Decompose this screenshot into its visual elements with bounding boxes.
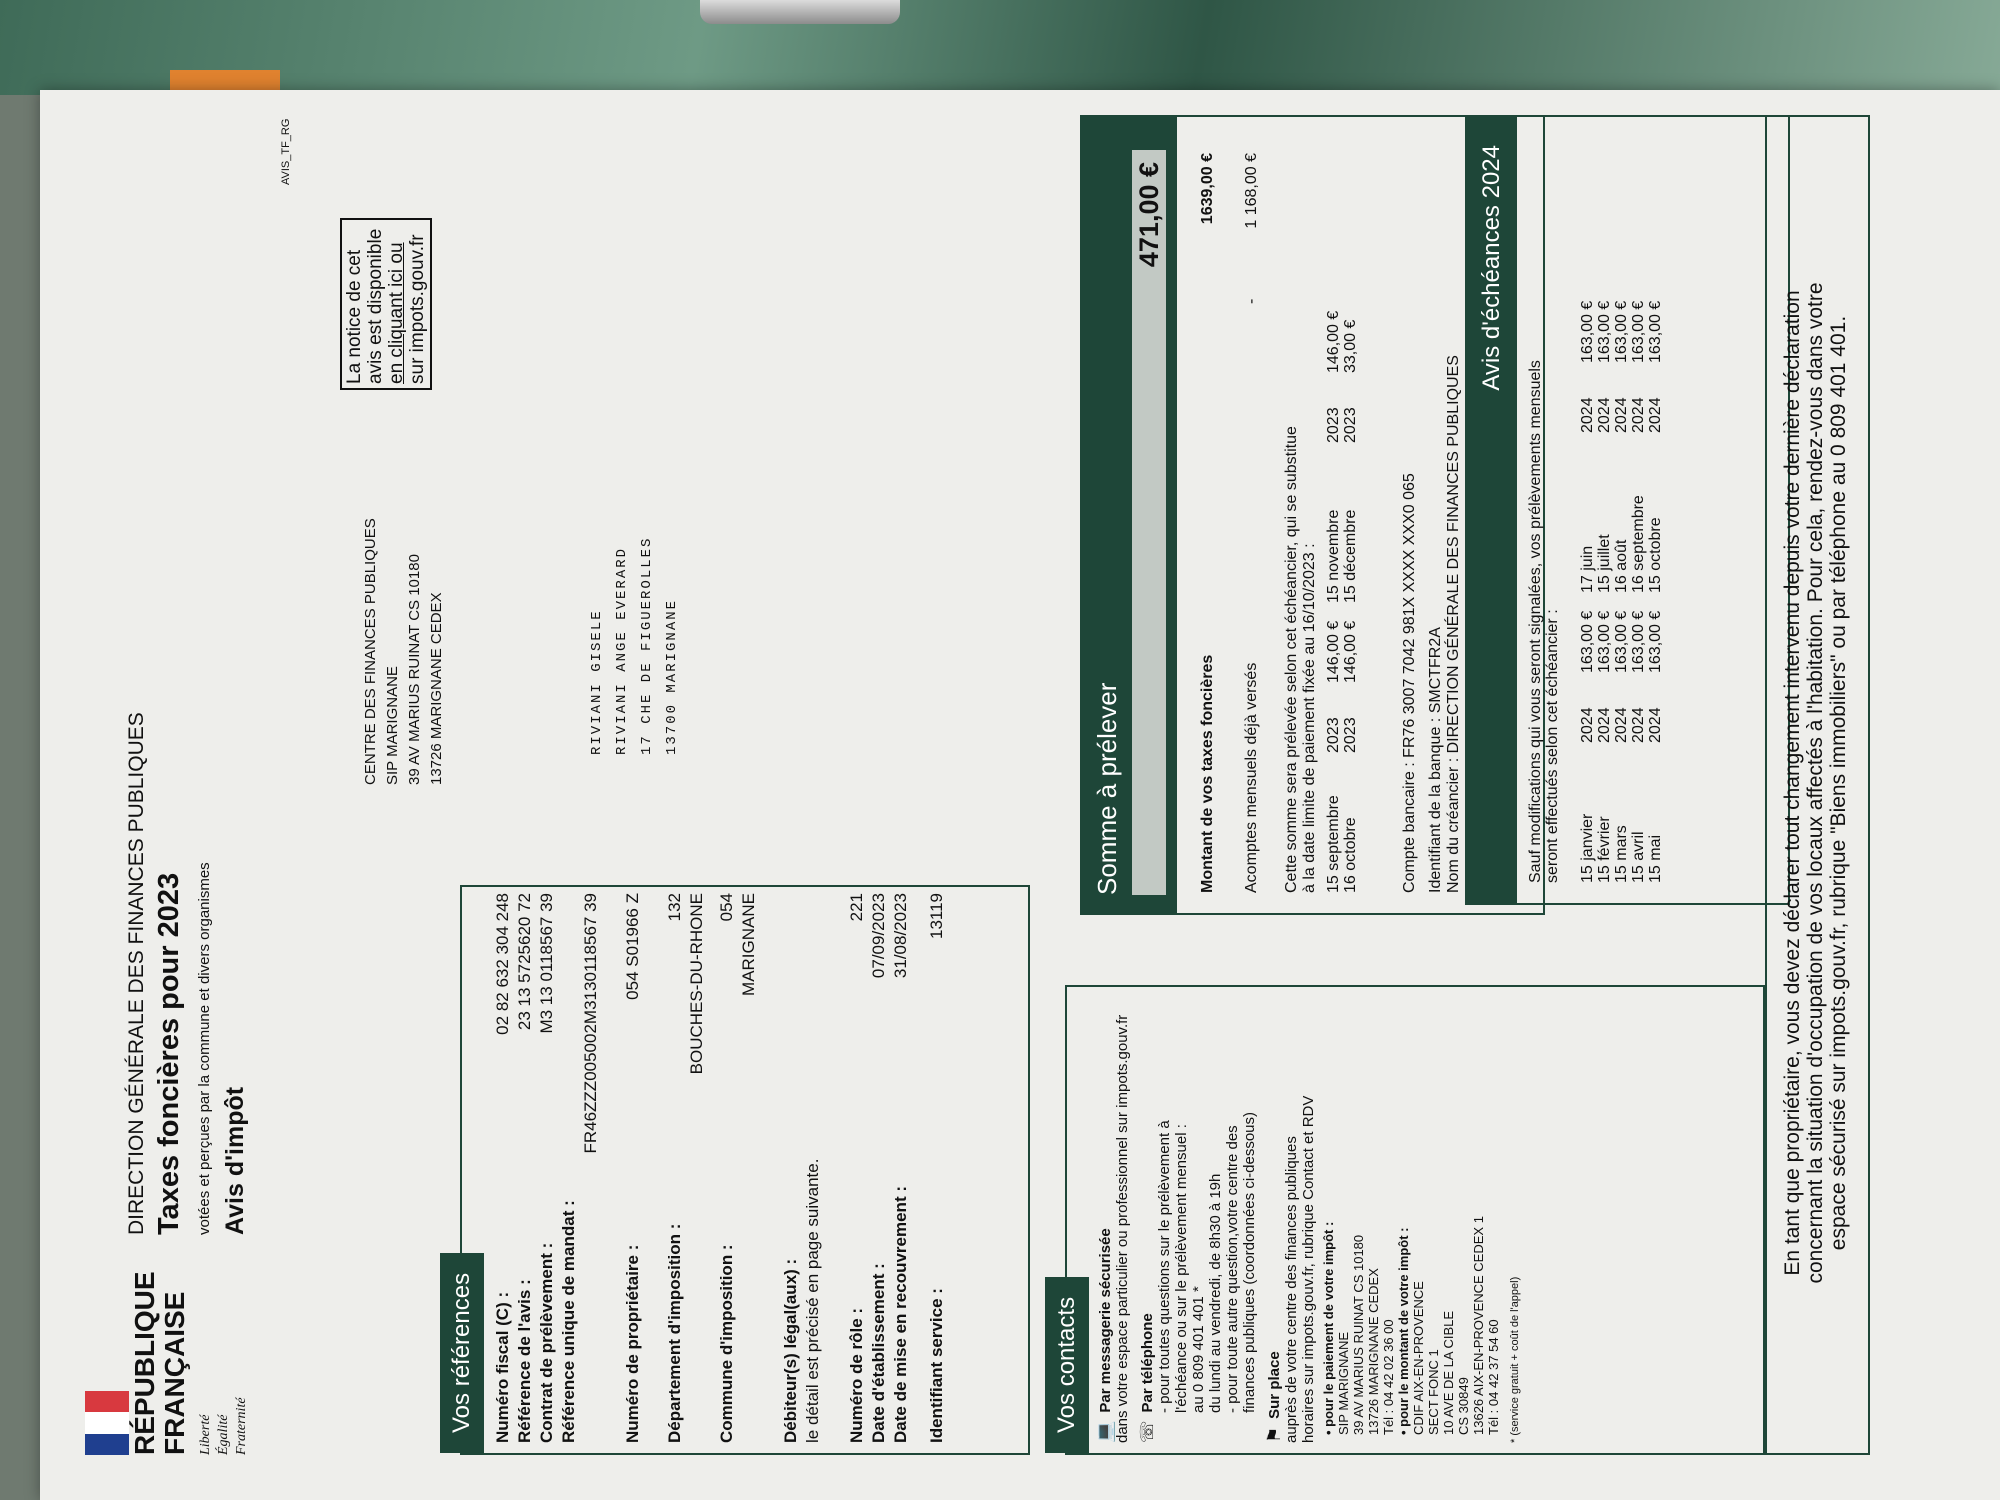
rf-line1: RÉPUBLIQUE xyxy=(129,1271,160,1455)
computer-icon: 💻 xyxy=(1095,1420,1115,1443)
surplace-title: Sur place xyxy=(1266,1351,1283,1419)
echeances-title: Avis d'échéances 2024 xyxy=(1467,117,1517,903)
motto-3: Fraternité xyxy=(234,1397,249,1455)
somme-header xyxy=(1080,115,1175,915)
tax-notice-page xyxy=(45,90,1885,1475)
motto-2: Égalité xyxy=(216,1414,231,1455)
montant-label: Montant de vos taxes foncières xyxy=(1199,654,1216,893)
document-subtitle: votées et perçues par la commune et divers organismes xyxy=(196,862,213,1235)
echeances-panel: Avis d'échéances 2024 Sauf modifications qui vous seront signalées, vos prélèvements mensuels seront effectués selon cet échéancier : 15 janvier 2024 163,00 € 17 juin 2024 163,00 € 15 février 2024 163,00 € 15 juillet 2024 163,00 € 15 mars 2024 163,00 € 16 août 2024 163,00 € 15 avril 2024 163,00 € 16 septembre 2024 163,00 € 15 mai 2024 163,00 € 15 octobre 2024 163,00 € xyxy=(1465,115,1790,905)
somme-amount: 471,00 € xyxy=(1132,150,1166,895)
avis-title: Avis d'impôt xyxy=(221,1086,249,1235)
flag-icon xyxy=(85,1391,129,1455)
telephone-title: Par téléphone xyxy=(1139,1313,1156,1413)
footnote: * (service gratuit + coût de l'appel) xyxy=(1509,1276,1521,1443)
phone-icon: ☏ xyxy=(1137,1420,1157,1443)
contacts-title: Vos contacts xyxy=(1045,1277,1089,1453)
notice-link[interactable]: en cliquant ici ou xyxy=(386,242,407,384)
references-title: Vos références xyxy=(440,1253,484,1453)
background-plant xyxy=(0,0,2000,95)
somme-schedule: 15 septembre 2023 146,00 € 15 novembre 2023 146,00 € 16 octobre 2023 146,00 € 15 décembre 2023 33,00 € xyxy=(1325,310,1359,893)
bank-details: Compte bancaire : FR76 3007 7042 981X XXXX XXX0 065 Identifiant de la banque : SMCTFR2A Nom du créancier : DIRECTION GÉNÉRALE DES FINANCES PUBLIQUES xyxy=(1401,355,1462,893)
references-list: Numéro fiscal (C) : 02 82 632 304 248 Référence de l'avis : 23 13 5725620 72 Contrat de prélèvement : M3 13 0118567 39 Référence unique de mandat : FR46ZZZ005002M3130118567 39 Numéro de propriétaire : 054 S01966 Z Département d'imposition : 132 BOUCHES-DU-RHONE Commune d'imposition : 054 MARIGNANE Débiteur(s) légal(aux) : le détail est précisé en page suivante. Numéro de rôle : 221 Date d'établissement : 07/09/2023 Date de mise en recouvrement : 31/08/2023 Identifiant service : 13119 xyxy=(493,893,946,1443)
location-icon: ⚑ xyxy=(1264,1426,1284,1443)
telephone-text: - pour toutes questions sur le prélèvement à l'échéance ou sur le prélèvement mensuel : au 0 809 401 401 * du lundi au vendredi, de 8h30 à 19h - pour toute autre question,votre centre des finances publiques (coordonnées ci-dessous) xyxy=(1156,1111,1258,1413)
dgfip-title: DIRECTION GÉNÉRALE DES FINANCES PUBLIQUES xyxy=(125,712,148,1235)
montant-value: 1639,00 € xyxy=(1199,153,1216,225)
references-panel xyxy=(448,885,1030,1455)
recipient-address: RIVIANI GISELE RIVIANI ANGE EVERARD 17 CHE DE FIGUEROLLES 13700 MARIGNANE xyxy=(589,536,680,755)
messagerie-title: Par messagerie sécurisée xyxy=(1097,1228,1114,1413)
rf-line2: FRANÇAISE xyxy=(159,1291,190,1455)
contact-addresses: • pour le paiement de votre impôt : SIP MARIGNANE 39 AV MARIUS RUINAT CS 10180 13726 MARIGNANE CEDEX Tél : 04 42 02 36 00 • pour le montant de votre impôt : CDIF AIX-EN-PROVENCE SECT FONC 1 10 AVE DE LA CIBLE CS 30849 13626 AIX-EN-PROVENCE CEDEX 1 Tél : 04 42 37 54 60 xyxy=(1321,1216,1501,1435)
centre-address: CENTRE DES FINANCES PUBLIQUES SIP MARIGNANE 39 AV MARIUS RUINAT CS 10180 13726 MARIGNANE CEDEX xyxy=(362,518,445,785)
somme-panel: Montant de vos taxes foncières 1639,00 € Acomptes mensuels déjà versés - 1 168,00 € Cette somme sera prélevée selon cet échéancier, qui se substitue à la date limite de paiement fixée au 16/10/2023 : 15 septembre 2023 146,00 € 15 novembre 2023 146,00 € 16 octobre 2023 146,00 € 15 décembre 2023 33,00 € Compte bancaire : FR76 3007 7042 981X XXXX XXX0 065 Identifiant de la banque : SMCTFR2A Nom du créancier : DIRECTION GÉNÉRALE DES FINANCES PUBLIQUES xyxy=(1175,115,1545,915)
form-code: AVIS_TF_RG xyxy=(280,118,292,185)
marianne-logo xyxy=(85,1255,251,1455)
header-block xyxy=(125,712,250,1235)
document-title: Taxes foncières pour 2023 xyxy=(153,872,185,1235)
messagerie-text: dans votre espace particulier ou professionnel sur impots.gouv.fr xyxy=(1114,1014,1131,1443)
notice-box[interactable]: La notice de cet avis est disponible en cliquant ici ou sur impots.gouv.fr xyxy=(340,218,432,390)
bottom-notice: En tant que propriétaire, vous devez déclarer tout changement intervenu depuis votre dernière déclaration concernant la situation d'occupation de vos locaux affectés à l'habitation. Pour cela, rendez-vous dans votre espace sécurisé sur impots.gouv.fr, rubrique "Biens immobiliers" ou par téléphone au 0 809 401 401. xyxy=(1765,115,1870,1455)
contacts-panel: Vos contacts 💻 Par messagerie sécurisée dans votre espace particulier ou professionnel sur impots.gouv.fr ☏ Par téléphone - pour toutes questions sur le prélèvement à l'échéance ou sur le prélèvement mensuel : au 0 809 401 401 * du lundi au vendredi, de 8h30 à 19h - pour toute autre question,votre centre des finances publiques (coordonnées ci-dessous) ⚑ Sur place auprès de votre centre des finances publiques horaires sur impots.gouv.fr, rubrique Contact et RDV • pour le paiement de votre impôt : SIP MARIGNANE 39 AV MARIUS RUINAT CS 10180 13726 MARIGNANE CEDEX Tél : 04 42 02 36 00 • pour le montant de votre impôt : CDIF AIX-EN-PROVENCE SECT FONC 1 10 AVE DE LA CIBLE CS 30849 13626 AIX-EN-PROVENCE CEDEX 1 Tél : 04 42 37 54 60 * (service gratuit + coût de l'appel) xyxy=(1065,985,1765,1455)
echeances-schedule: 15 janvier 2024 163,00 € 17 juin 2024 163,00 € 15 février 2024 163,00 € 15 juillet 2024 163,00 € 15 mars 2024 163,00 € 16 août 2024 163,00 € 15 avril 2024 163,00 € 16 septembre 2024 163,00 € 15 mai 2024 163,00 € 15 octobre 2024 163,00 € xyxy=(1579,300,1664,883)
motto-1: Liberté xyxy=(198,1414,213,1455)
somme-label: Somme à prélever xyxy=(1092,682,1122,895)
pen-object xyxy=(700,0,900,24)
